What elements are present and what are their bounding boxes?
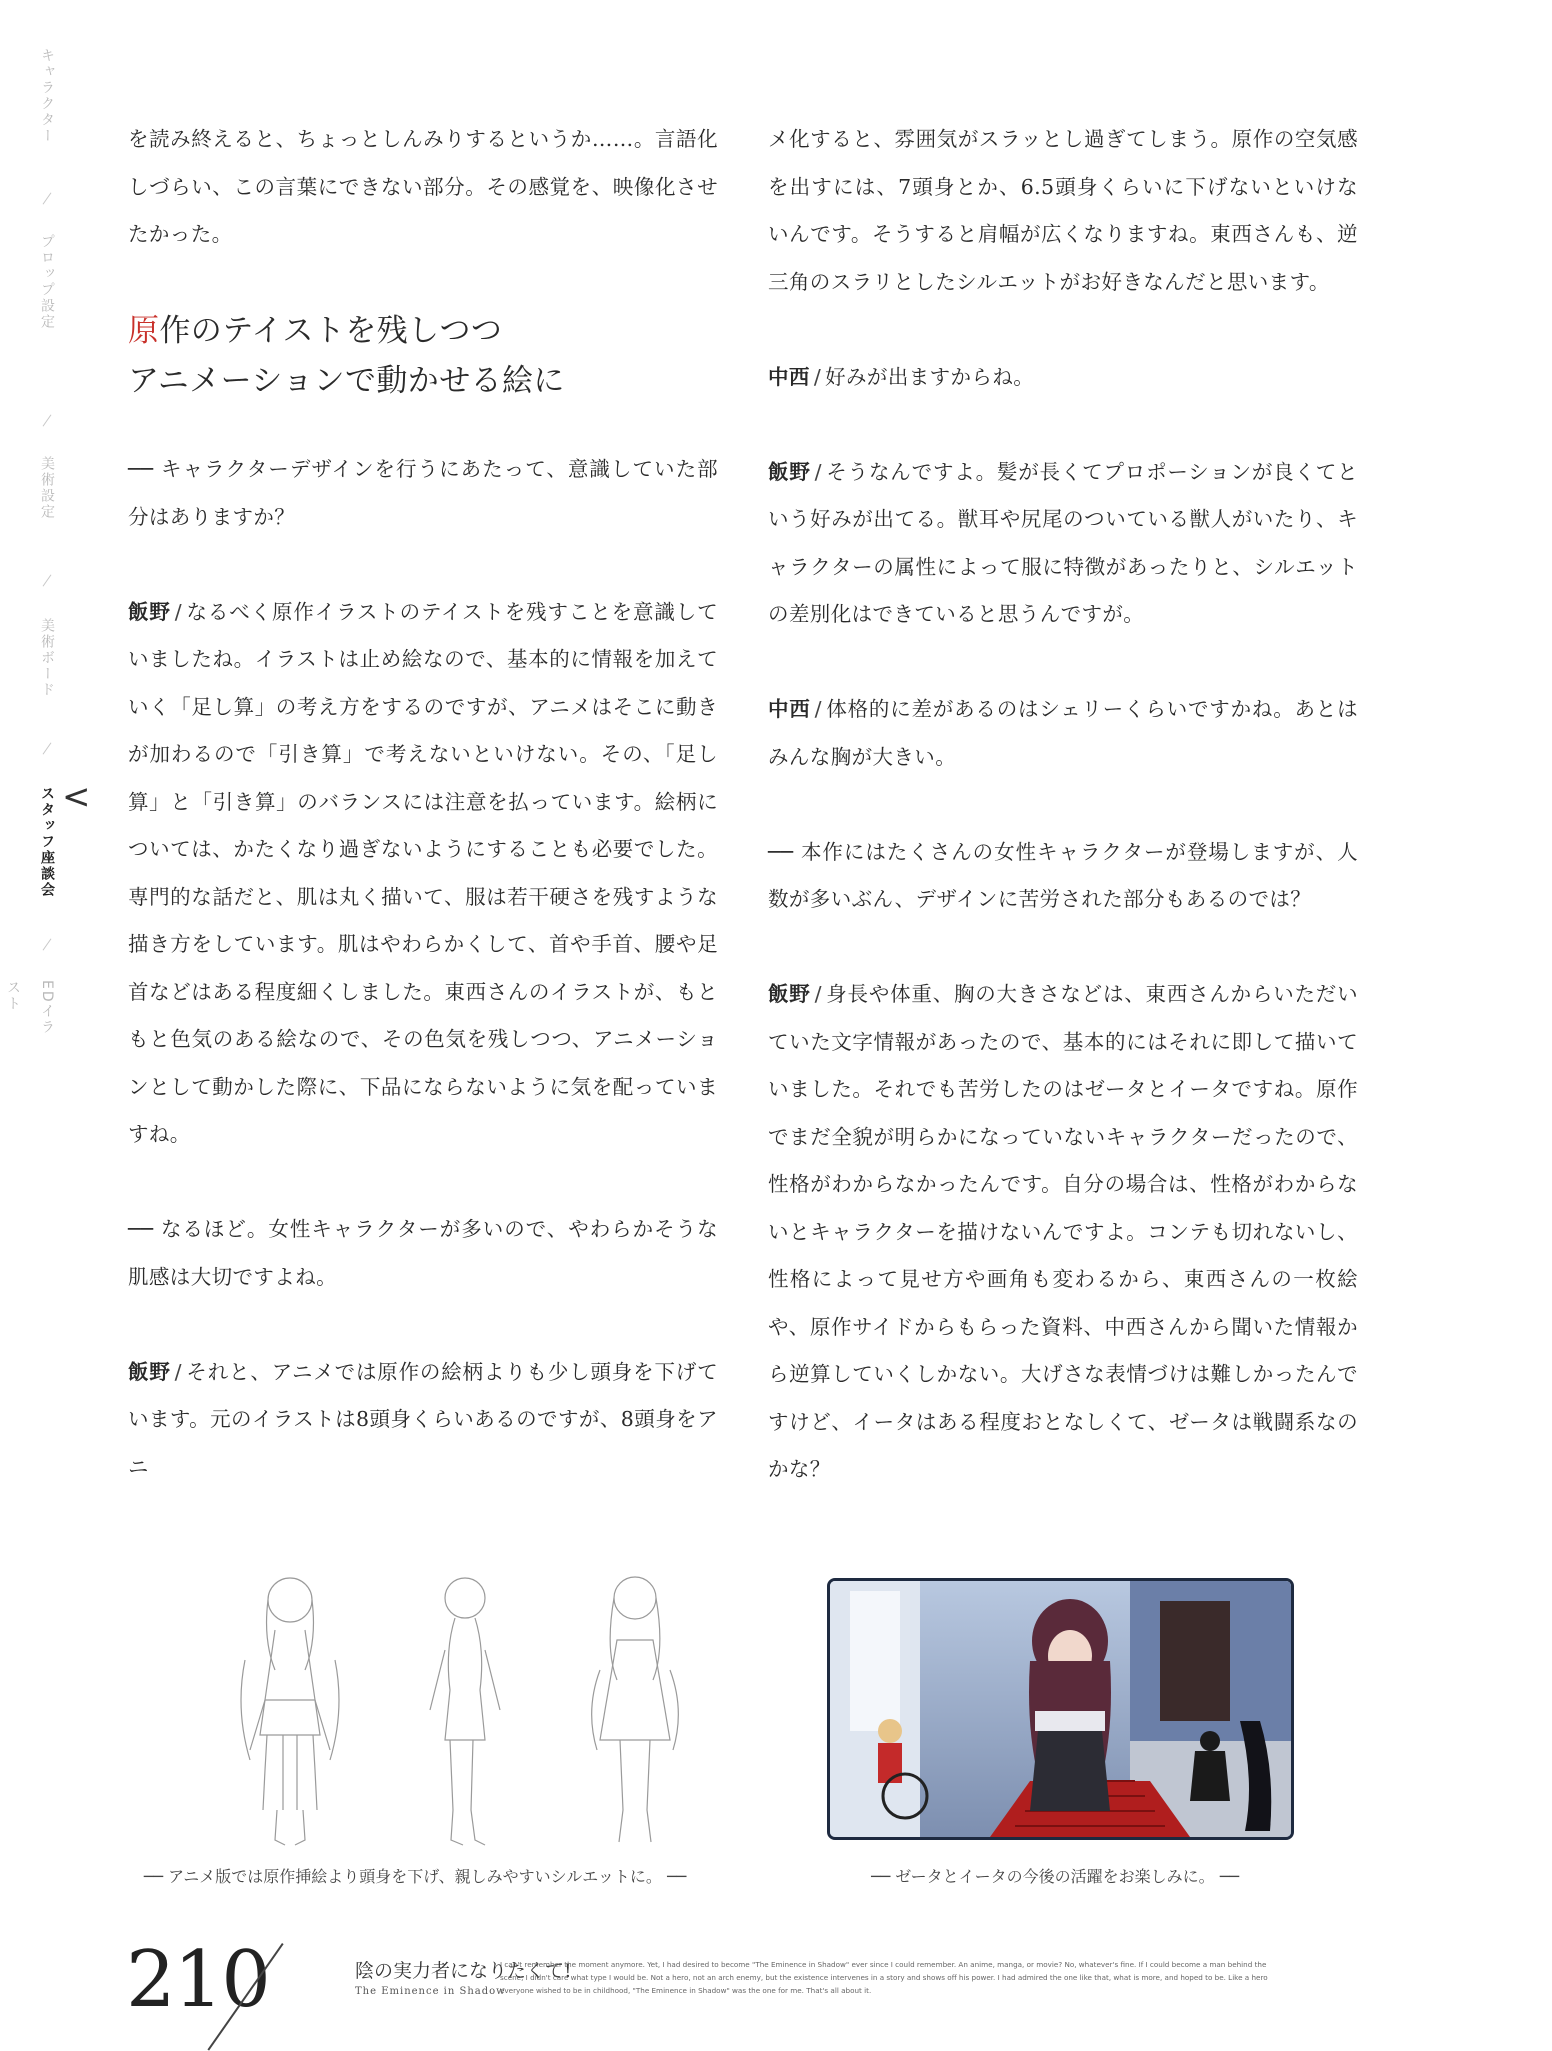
left-column [128,116,718,1539]
nav-divider [43,574,52,586]
answer [768,971,1358,1494]
question: ── 本作にはたくさんの女性キャラクターが登場しますが、人数が多いぶん、デザインに苦労された部分もあるのでは？ [768,839,1358,911]
nav-divider [43,938,52,950]
answer [768,449,1358,639]
nav-divider [43,742,52,754]
nav-item-staff-talk[interactable]: スタッフ座談会 [39,786,55,898]
speaker-name: 飯野 [128,1359,171,1384]
question: ── キャラクターデザインを行うにあたって、意識していた部分はありますか？ [128,457,718,529]
logo-main-text: 陰の実力者になりたくて! [355,1960,572,1982]
nav-divider [43,192,52,204]
anime-scene-illustration [830,1581,1291,1837]
question: ── なるほど。女性キャラクターが多いので、やわらかそうな肌感は大切ですよね。 [128,1217,718,1289]
logo-sub-text: The Eminence in Shadow [355,1986,506,1997]
speaker-name: 中西 [768,697,811,721]
heading-line-2: アニメーションで動かせる絵に [128,363,565,399]
section-nav [5,48,64,1048]
speaker-slash: / [814,459,822,484]
answer-text: なるべく原作イラストのテイストを残すことを意識していましたね。イラストは止め絵なので、基本的に情報を加えていく「足し算」の考え方をするのですが、アニメはそこに動きが加わるので「引き算」で考えないといけない。その、「足し算」と「引き算」のバランスには注意を払っています。絵柄については、かたくなり過ぎないようにすることも必要でした。専門的な話だと、肌は丸く描いて、服は若干硬さを残すような描き方をしています。肌はやわらかくして、首や手首、腰や足首などはある程度細くしました。東西さんのイラストが、もともと色気のある絵なので、その色気を残しつつ、アニメーションとして動かした際に、下品にならないように気を配っていますね。 [128,599,718,1146]
speaker-slash: / [813,364,822,389]
character-turnaround-sketch [205,1560,725,1850]
answer [128,589,718,1159]
speaker-slash: / [814,697,822,721]
heading-line-1: 作のテイストを残しつつ [159,313,503,349]
speaker-slash: / [174,1359,182,1384]
figure-caption-left: ── アニメ版では原作挿絵より頭身を下げ、親しみやすいシルエットに。 ── [143,1867,687,1886]
nav-item-props[interactable]: プロップ設定 [39,234,55,330]
line-art-figures [205,1560,725,1850]
nav-divider [43,414,52,426]
section-heading [128,306,718,406]
paragraph: メ化すると、雰囲気がスラッとし過ぎてしまう。原作の空気感を出すには、7頭身とか、6.5頭身くらいに下げないといけないんです。そうすると肩幅が広くなりますね。東西さんも、逆三角のスラリとしたシルエットがお好きなんだと思います。 [768,127,1358,294]
chevron-left-icon: < [62,777,91,817]
speaker-name: 飯野 [768,982,811,1006]
answer-text: それと、アニメでは原作の絵柄よりも少し頭身を下げています。元のイラストは8頭身くらいあるのですが、8頭身をアニ [128,1359,718,1479]
footer-blurb: I can't remember the moment anymore. Yet, I had desired to become "The Eminence in Shadow" ever since I could remember. An anime, manga, or movie? No, whatever's fine. If I could become a man behind the scene, I didn't care what type I would be. Not a hero, not an arch enemy, but the existence intervenes in a story and shows off his power. I had admired the one like that, what is more, and hoped to be. Like a hero everyone wished to be in childhood, "The Eminence in Shadow" was the one for me. That's all about it. [500,1960,1268,1995]
answer [128,1349,718,1492]
anime-scene-image [827,1578,1294,1840]
page-number: 210 [126,1935,269,2025]
speaker-slash: / [814,982,822,1006]
speaker-name: 飯野 [768,459,811,484]
answer-text: 体格的に差があるのはシェリーくらいですかね。あとはみんな胸が大きい。 [768,697,1358,769]
answer [768,354,1358,402]
answer-text: 好みが出ますからね。 [825,364,1035,389]
nav-item-characters[interactable]: キャラクター [39,48,55,144]
nav-item-art-settings[interactable]: 美術設定 [39,456,55,520]
speaker-name: 中西 [768,364,810,389]
right-column [768,116,1358,1541]
heading-initial: 原 [128,313,160,349]
figure-caption-right: ── ゼータとイータの今後の活躍をお楽しみに。 ── [870,1867,1240,1886]
answer-text: そうなんですよ。髪が長くてプロポーションが良くてという好みが出てる。獣耳や尻尾のついている獣人がいたり、キャラクターの属性によって服に特徴があったりと、シルエットの差別化はできていると思うんですが。 [768,459,1358,626]
speaker-slash: / [174,599,183,624]
nav-item-art-board[interactable]: 美術ボード [39,618,55,698]
answer [768,686,1358,781]
paragraph: を読み終えると、ちょっとしんみりするというか……。言語化しづらい、この言葉にできない部分。その感覚を、映像化させたかった。 [128,127,718,246]
nav-item-ed-illust[interactable]: EDイラスト [5,980,55,1036]
answer-text: 身長や体重、胸の大きさなどは、東西さんからいただいていた文字情報があったので、基本的にはそれに即して描いていました。それでも苦労したのはゼータとイータですね。原作でまだ全貌が明らかになっていないキャラクターだったので、性格がわからなかったんです。自分の場合は、性格がわからないとキャラクターを描けないんですよ。コンテも切れないし、性格によって見せ方や画角も変わるから、東西さんの一枚絵や、原作サイドからもらった資料、中西さんから聞いた情報から逆算していくしかない。大げさな表情づけは難しかったんですけど、イータはある程度おとなしくて、ゼータは戦闘系なのかな？ [768,982,1358,1481]
speaker-name: 飯野 [128,599,171,624]
